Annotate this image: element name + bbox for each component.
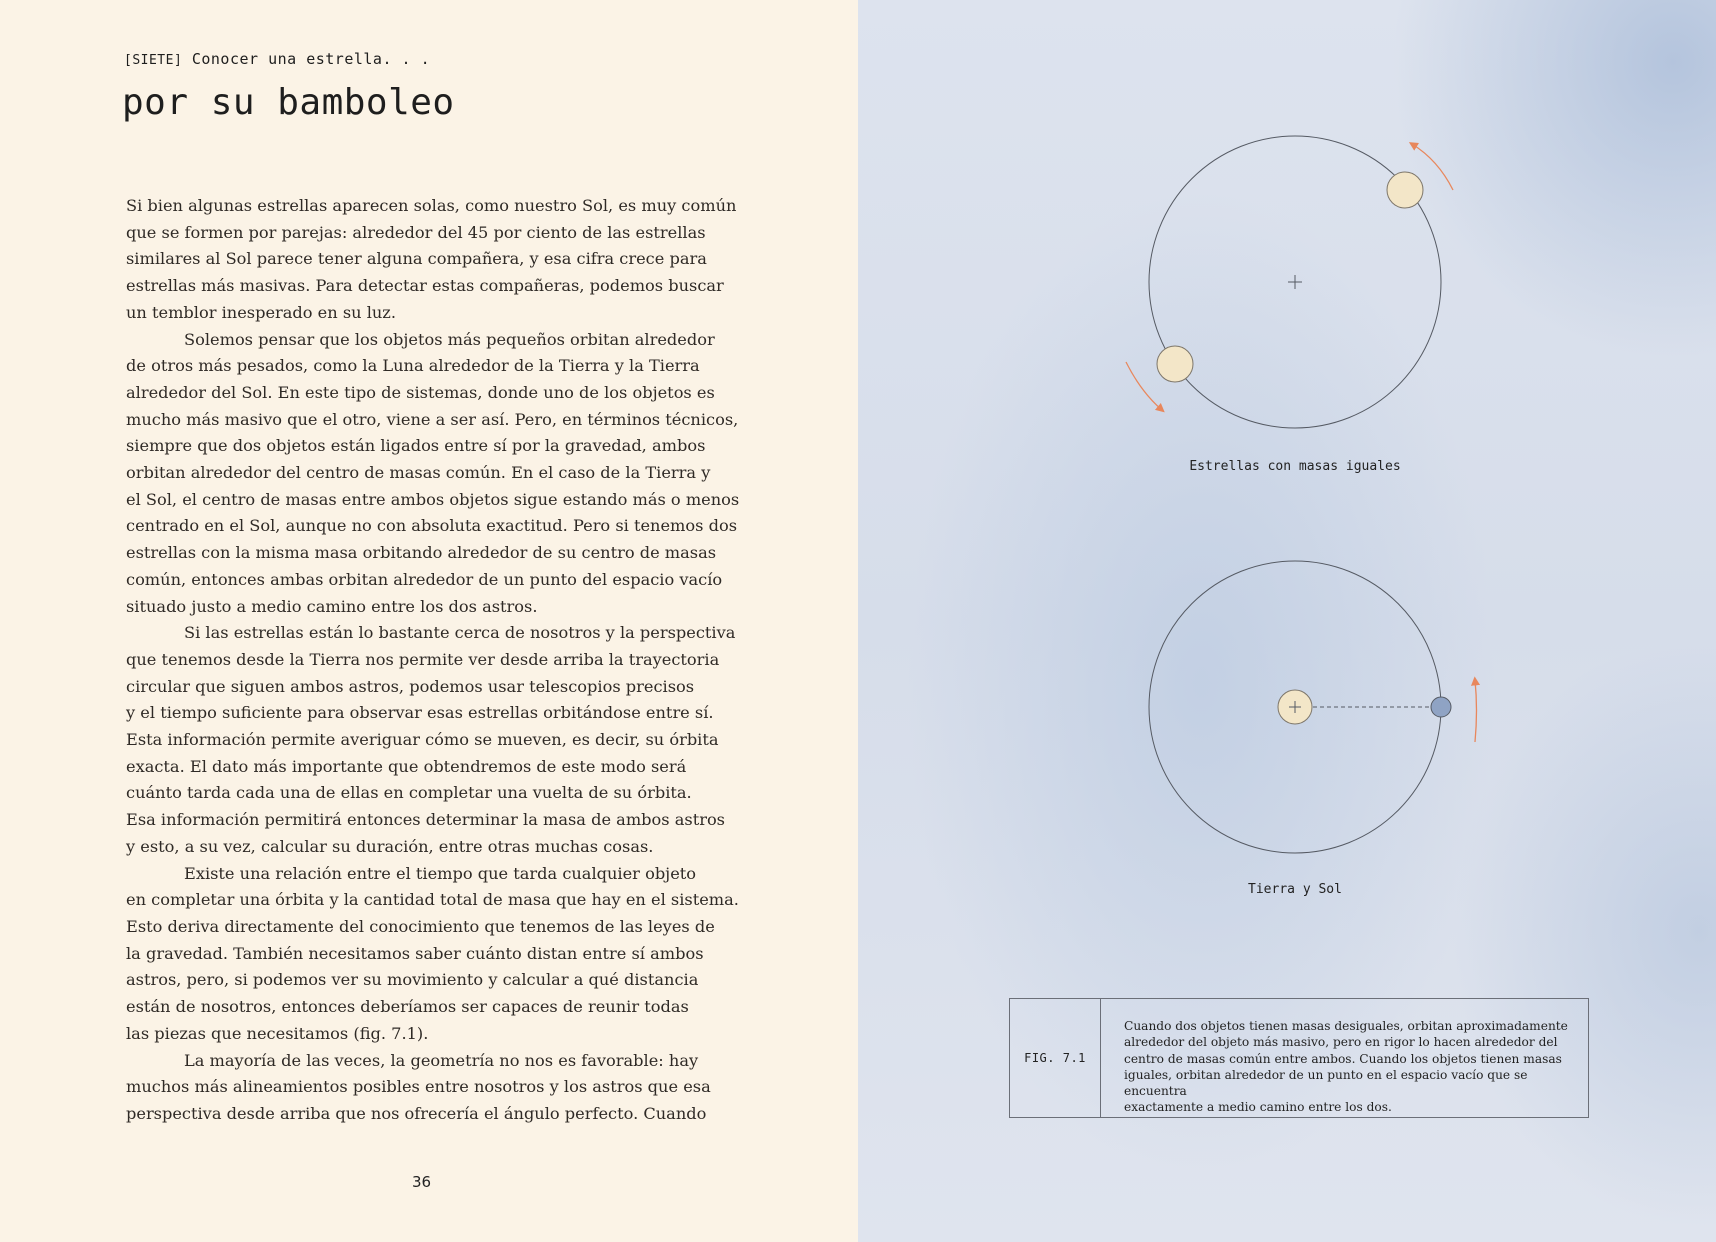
- body-line: y el tiempo suficiente para observar esas estrellas orbitándose entre sí.: [126, 703, 714, 723]
- body-line: La mayoría de las veces, la geometría no nos es favorable: hay: [184, 1050, 699, 1070]
- body-line: centrado en el Sol, aunque no con absoluta exactitud. Pero si tenemos dos: [126, 516, 738, 536]
- body-line: siempre que dos objetos están ligados entre sí por la gravedad, ambos: [126, 436, 706, 456]
- body-line: Esto deriva directamente del conocimiento que tenemos de las leyes de: [126, 916, 715, 936]
- page-title: por su bamboleo: [122, 82, 455, 123]
- body-line: mucho más masivo que el otro, viene a ser así. Pero, en términos técnicos,: [126, 409, 739, 429]
- body-line: el Sol, el centro de masas entre ambos objetos sigue estando más o menos: [126, 489, 740, 509]
- body-line: y esto, a su vez, calcular su duración, entre otras muchas cosas.: [126, 836, 654, 856]
- body-line: exacta. El dato más importante que obtendremos de este modo será: [126, 756, 687, 776]
- body-line: de otros más pesados, como la Luna alrededor de la Tierra y la Tierra: [126, 356, 700, 376]
- earth-sun-diagram: [1149, 561, 1477, 853]
- body-line: estrellas con la misma masa orbitando alrededor de su centro de masas: [126, 543, 717, 563]
- body-line: alrededor del Sol. En este tipo de sistemas, donde uno de los objetos es: [126, 382, 715, 402]
- diagram-label-equal-masses: Estrellas con masas iguales: [1189, 459, 1401, 474]
- body-line: orbitan alrededor del centro de masas común. En el caso de la Tierra y: [126, 463, 711, 483]
- body-line: las piezas que necesitamos (fig. 7.1).: [126, 1023, 429, 1043]
- body-line: la gravedad. También necesitamos saber cuánto distan entre sí ambos: [126, 943, 704, 963]
- body-line: Solemos pensar que los objetos más pequeños orbitan alrededor: [184, 329, 715, 349]
- body-line: están de nosotros, entonces deberíamos ser capaces de reunir todas: [126, 997, 689, 1017]
- earth-icon: [1431, 697, 1451, 717]
- body-line: Esa información permitirá entonces determinar la masa de ambos astros: [126, 810, 725, 830]
- kicker-text: Conocer una estrella. . .: [191, 50, 431, 68]
- body-line: en completar una órbita y la cantidad total de masa que hay en el sistema.: [126, 890, 739, 910]
- body-line: común, entonces ambas orbitan alrededor de un punto del espacio vacío: [126, 569, 723, 589]
- figure-label: FIG. 7.1: [1024, 1051, 1086, 1065]
- page-number: 36: [412, 1173, 432, 1191]
- orbit-arrow-icon: [1126, 362, 1162, 410]
- chapter-kicker: [124, 50, 430, 68]
- figure-caption-box: [1009, 998, 1589, 1118]
- star-icon: [1157, 346, 1193, 382]
- body-line: un temblor inesperado en su luz.: [126, 302, 396, 322]
- body-line: que tenemos desde la Tierra nos permite ver desde arriba la trayectoria: [126, 649, 720, 669]
- body-line: estrellas más masivas. Para detectar estas compañeras, podemos buscar: [126, 276, 724, 296]
- body-line: que se formen por parejas: alrededor del 45 por ciento de las estrellas: [126, 222, 706, 242]
- equal-masses-diagram: [1126, 136, 1453, 428]
- body-line: Si bien algunas estrellas aparecen solas, como nuestro Sol, es muy común: [126, 196, 737, 215]
- body-line: perspectiva desde arriba que nos ofrecería el ángulo perfecto. Cuando: [126, 1103, 707, 1123]
- body-line: circular que siguen ambos astros, podemos usar telescopios precisos: [126, 676, 695, 696]
- caption-divider: [1100, 999, 1101, 1117]
- body-line: astros, pero, si podemos ver su movimiento y calcular a qué distancia: [126, 970, 699, 990]
- body-text: [126, 193, 740, 1128]
- section-tag: [SIETE]: [124, 53, 183, 68]
- right-page: [858, 0, 1716, 1242]
- body-line: situado justo a medio camino entre los dos astros.: [126, 596, 538, 616]
- figure-caption-text: Cuando dos objetos tienen masas desiguales, orbitan aproximadamente alrededor del objeto más masivo, pero en rigor lo hacen alrededor del centro de masas común entre ambos. Cuando los objetos tienen masas iguales, orbitan alrededor de un punto en el espacio vacío que se encuentra exactamente a medio camino entre los dos.: [1124, 1019, 1568, 1115]
- body-line: Esta información permite averiguar cómo se mueven, es decir, su órbita: [126, 730, 719, 750]
- diagram-label-earth-sun: Tierra y Sol: [1248, 882, 1342, 897]
- body-line: cuánto tarda cada una de ellas en completar una vuelta de su órbita.: [126, 783, 692, 803]
- orbit-arrow-icon: [1475, 680, 1477, 742]
- body-line: muchos más alineamientos posibles entre nosotros y los astros que esa: [126, 1077, 711, 1097]
- star-icon: [1387, 172, 1423, 208]
- body-line: Existe una relación entre el tiempo que tarda cualquier objeto: [184, 863, 697, 883]
- body-line: Si las estrellas están lo bastante cerca de nosotros y la perspectiva: [184, 623, 736, 643]
- center-of-mass-marker: [1288, 275, 1302, 289]
- body-line: similares al Sol parece tener alguna compañera, y esa cifra crece para: [126, 249, 707, 269]
